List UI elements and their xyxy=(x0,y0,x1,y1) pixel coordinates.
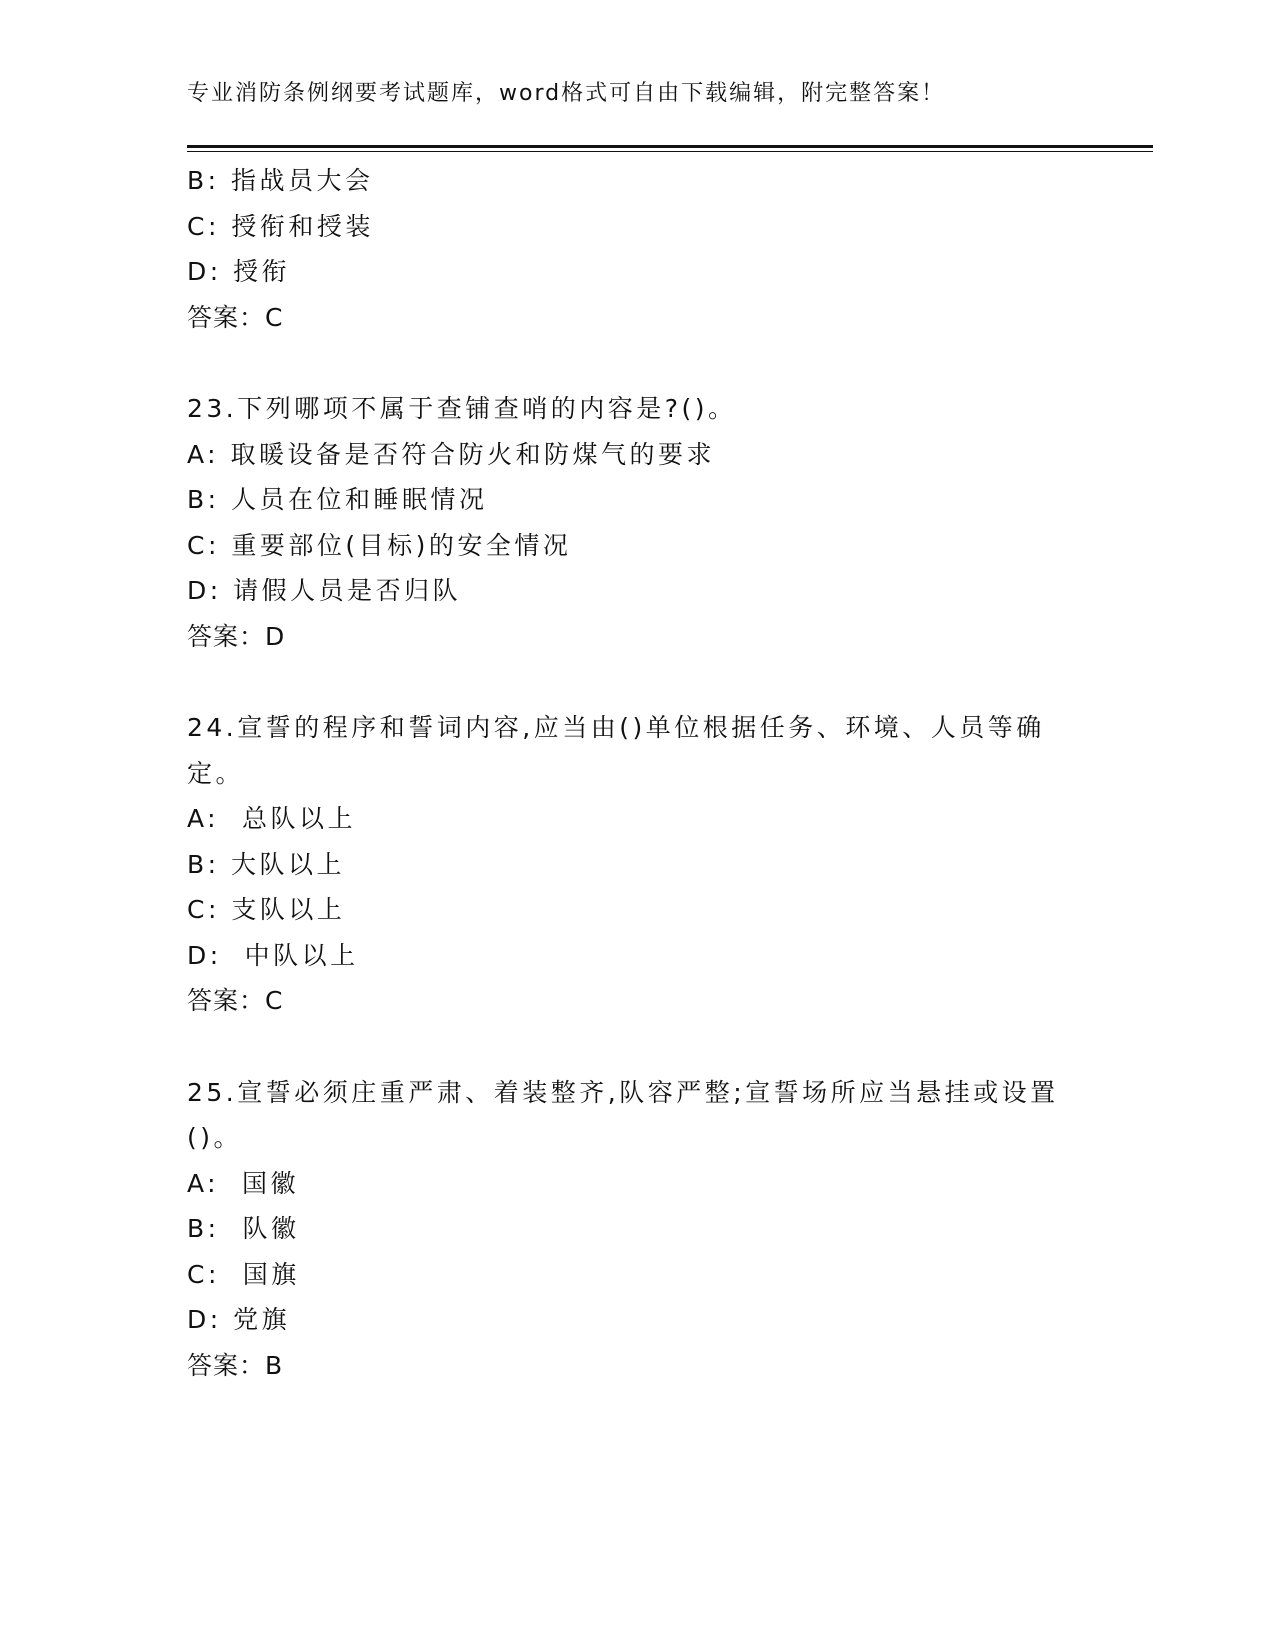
question-stem-continued: ()。 xyxy=(187,1123,243,1152)
answer: 答案：C xyxy=(187,302,284,332)
question-24 xyxy=(187,705,1087,1024)
question-stem: 25.宣誓必须庄重严肃、着装整齐,队容严整;宣誓场所应当悬挂或设置 xyxy=(187,1077,1059,1107)
answer: 答案：B xyxy=(187,1350,284,1380)
question-25 xyxy=(187,1070,1087,1389)
option-b: B: 人员在位和睡眠情况 xyxy=(187,485,488,514)
answer: 答案：D xyxy=(187,621,286,651)
option-b: B: 大队以上 xyxy=(187,849,346,879)
answer: 答案：C xyxy=(187,986,284,1015)
question-stem-continued: 定。 xyxy=(187,758,245,788)
spacer xyxy=(187,659,1087,705)
option-d: D: 请假人员是否归队 xyxy=(187,576,462,605)
option-c: C: 授衔和授装 xyxy=(187,211,374,241)
question-list xyxy=(187,158,1087,1388)
option-d: D: 党旗 xyxy=(187,1305,291,1334)
option-d: D: 中队以上 xyxy=(187,940,359,970)
option-a: A: 国徽 xyxy=(187,1168,299,1198)
header-rule-thin xyxy=(187,151,1153,152)
question-23 xyxy=(187,386,1087,659)
header-rule-thick xyxy=(187,145,1153,148)
option-d: D: 授衔 xyxy=(187,257,291,286)
question-stem: 23.下列哪项不属于查铺查哨的内容是?()。 xyxy=(187,394,737,423)
option-a: A: 取暖设备是否符合防火和防煤气的要求 xyxy=(187,439,716,469)
spacer xyxy=(187,340,1087,386)
page-header: 专业消防条例纲要考试题库，word格式可自由下载编辑，附完整答案！ xyxy=(187,81,946,106)
prev-question-block xyxy=(187,158,1087,340)
question-stem: 24.宣誓的程序和誓词内容,应当由()单位根据任务、环境、人员等确 xyxy=(187,713,1045,742)
spacer xyxy=(187,1024,1087,1070)
option-b: B: 队徽 xyxy=(187,1214,300,1243)
option-c: C: 国旗 xyxy=(187,1259,300,1289)
option-b: B: 指战员大会 xyxy=(187,166,374,195)
option-c: C: 重要部位(目标)的安全情况 xyxy=(187,530,572,560)
option-a: A: 总队以上 xyxy=(187,804,356,833)
option-c: C: 支队以上 xyxy=(187,895,346,924)
